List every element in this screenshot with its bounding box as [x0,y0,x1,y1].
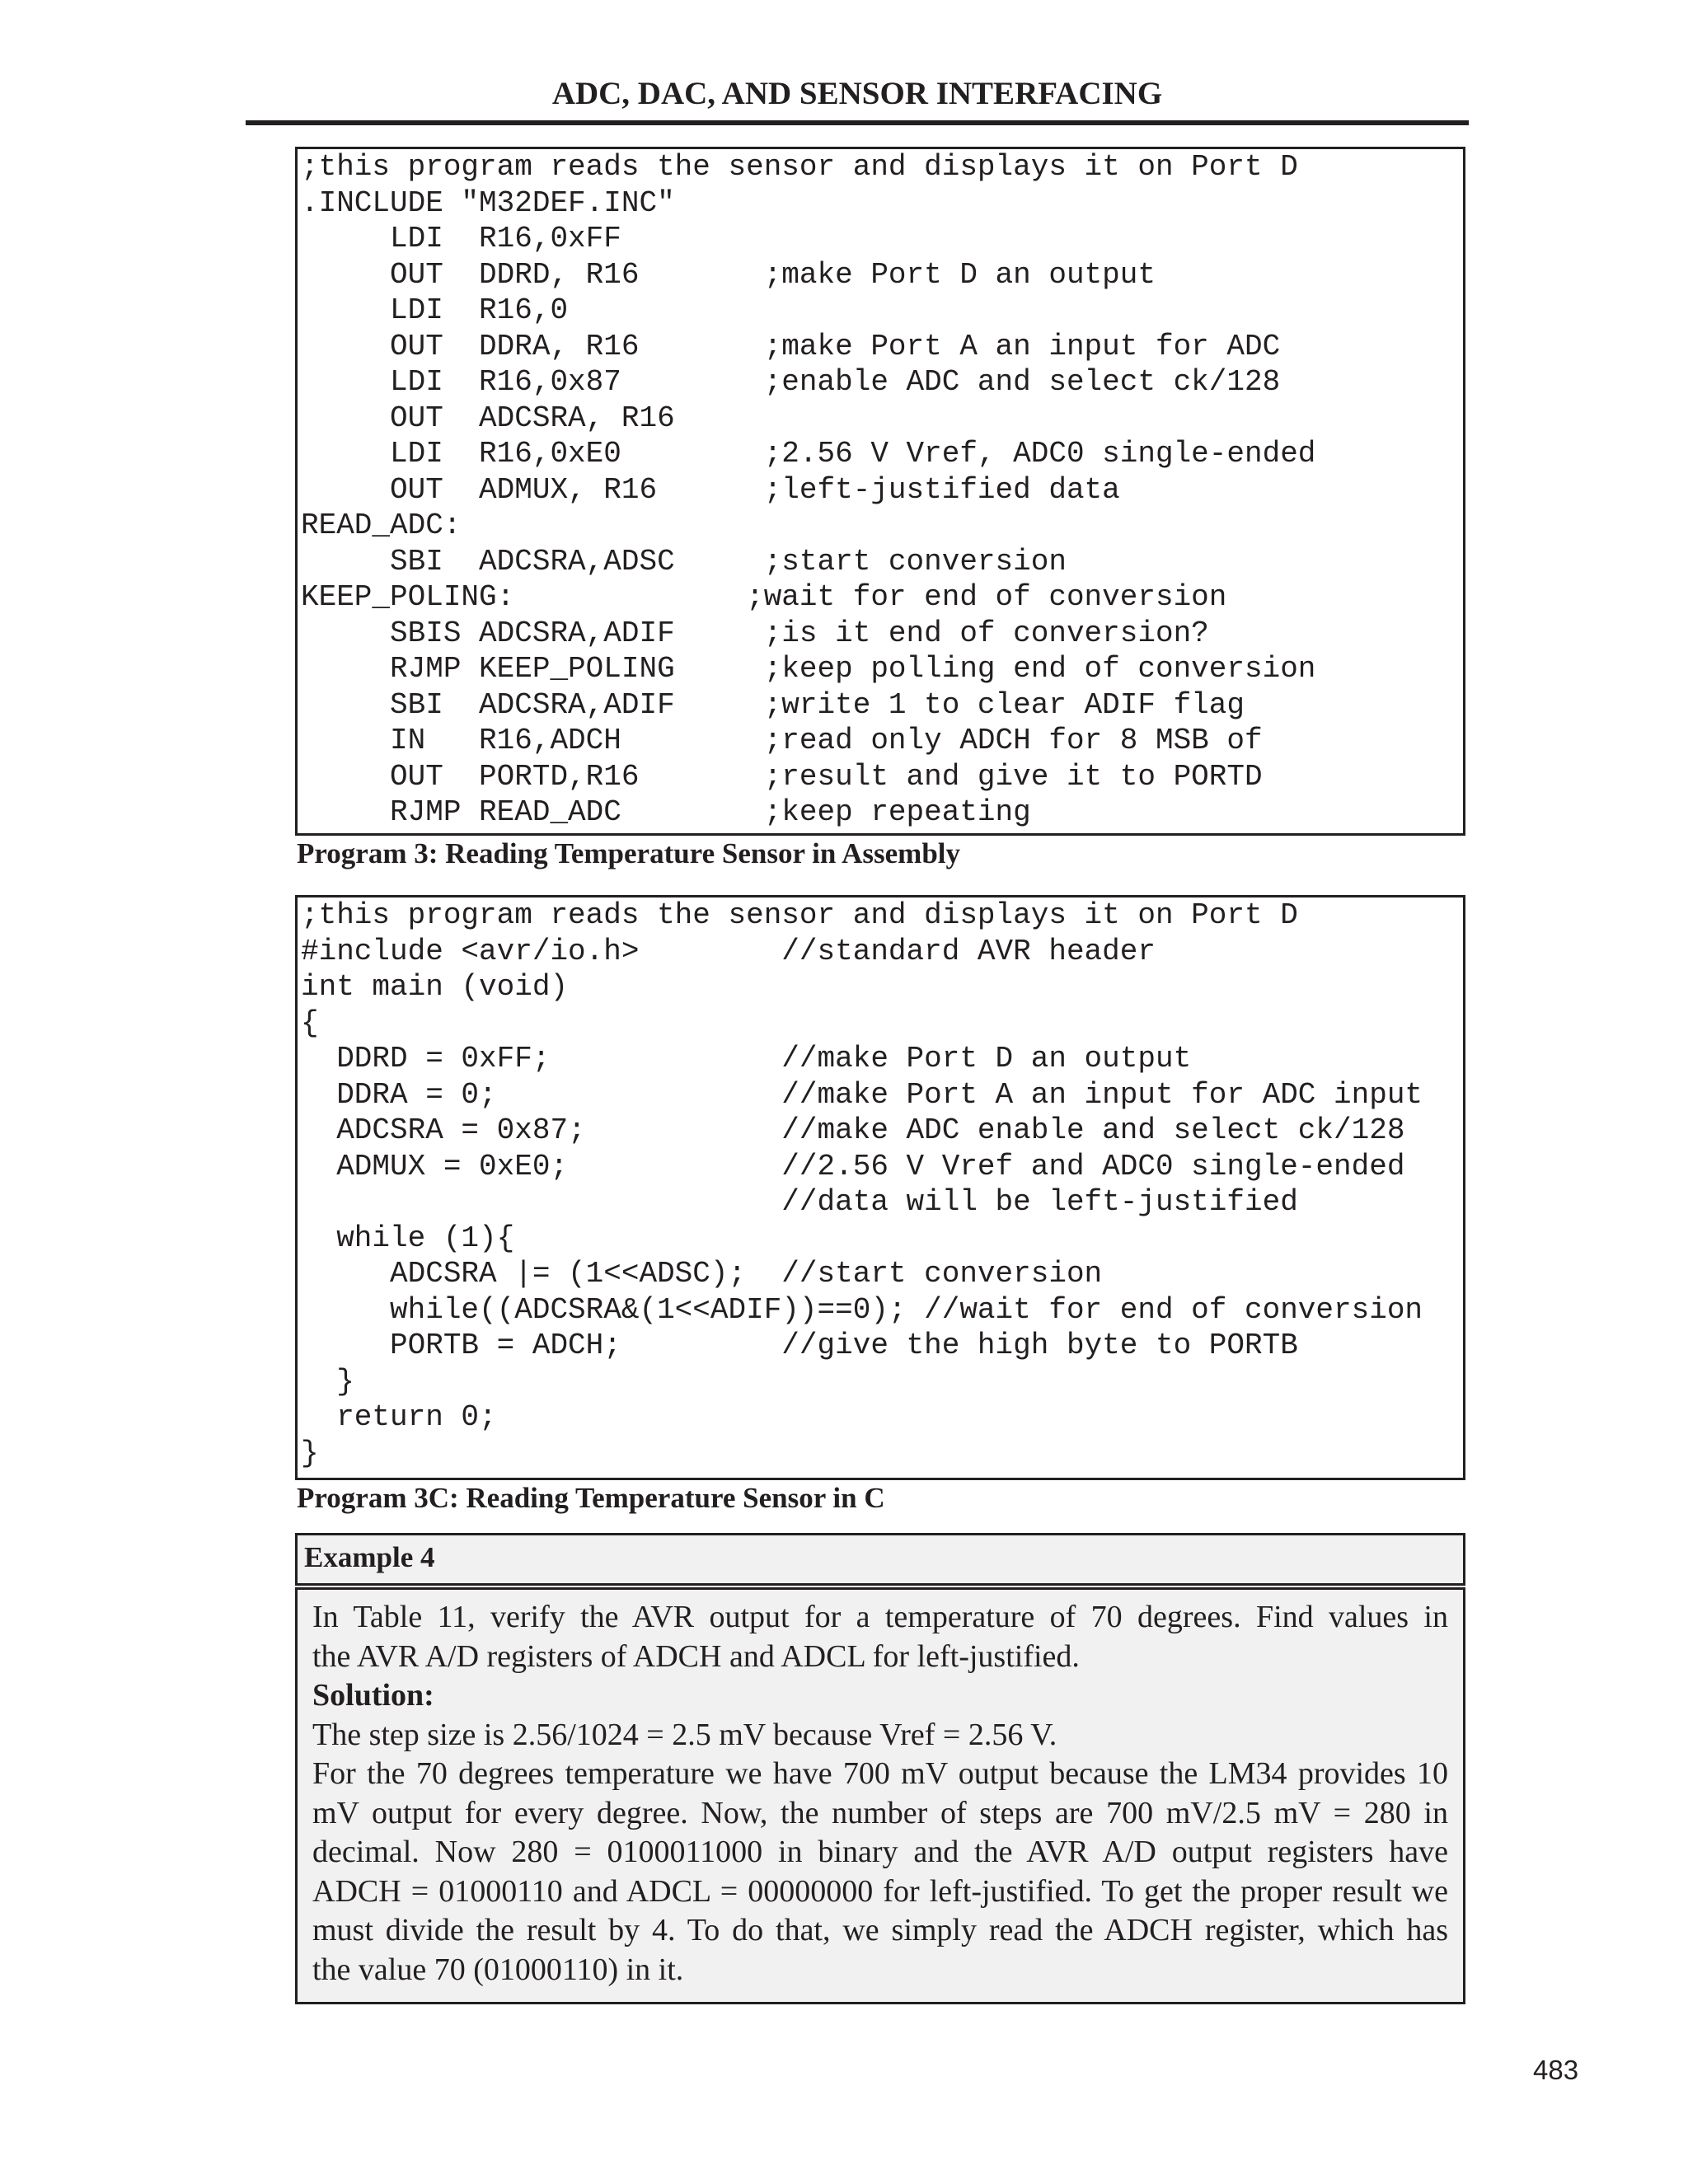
page-number: 483 [1533,2055,1579,2085]
code-line: ;this program reads the sensor and displays it on Port D [301,898,1298,932]
code-line: ;this program reads the sensor and displays it on Port D [301,150,1298,184]
code-line: { [301,1005,319,1040]
code-line: .INCLUDE "M32DEF.INC" [301,185,675,220]
code-line: IN R16,ADCH ;read only ADCH for 8 MSB of [301,724,1263,757]
code-line: SBI ADCSRA,ADIF ;write 1 to clear ADIF flag [301,687,1245,722]
solution-line: ADCH = 01000110 and ADCL = 00000000 for left-justified. To get the proper result we [312,1873,1448,1909]
solution-line: decimal. Now 280 = 0100011000 in binary and the AVR A/D output registers have [312,1835,1448,1869]
code-line: RJMP READ_ADC ;keep repeating [301,795,1031,829]
code-line: OUT DDRA, R16 ;make Port A an input for ADC [301,329,1281,363]
code-line: RJMP KEEP_POLING ;keep polling end of conversion [301,652,1316,686]
code-line: LDI R16,0xE0 ;2.56 V Vref, ADC0 single-ended [301,437,1316,471]
code-line: ADCSRA |= (1<<ADSC); //start conversion [301,1257,1103,1291]
solution-label: Solution: [312,1678,434,1713]
code-line: READ_ADC: [301,509,462,542]
code-line: //data will be left-justified [301,1185,1298,1219]
code-line: KEEP_POLING: ;wait for end of conversion [301,580,1227,614]
example-body [295,1587,1465,2004]
code-line: SBIS ADCSRA,ADIF ;is it end of conversion? [301,616,1209,650]
code-line: SBI ADCSRA,ADSC ;start conversion [301,544,1067,579]
code-line: ADMUX = 0xE0; //2.56 V Vref and ADC0 single-ended [301,1149,1405,1183]
code-line: DDRD = 0xFF; //make Port D an output [301,1042,1192,1076]
code-line: #include <avr/io.h> //standard AVR header [301,934,1156,968]
code-line: OUT ADCSRA, R16 [301,401,675,435]
solution-line: mV output for every degree. Now, the number of steps are 700 mV/2.5 mV = 280 in [312,1795,1448,1830]
code-line: DDRA = 0; //make Port A an input for ADC input [301,1077,1423,1112]
code-line: while (1){ [301,1221,515,1255]
code-line: LDI R16,0xFF [301,222,621,255]
code-line: int main (void) [301,970,569,1004]
code-line: return 0; [301,1400,497,1434]
header-rule [246,120,1469,125]
example-question-line: In Table 11, verify the AVR output for a temperature of 70 degrees. Find values in [312,1600,1448,1634]
solution-line: The step size is 2.56/1024 = 2.5 mV because Vref = 2.56 V. [312,1717,1057,1752]
code-line: OUT PORTD,R16 ;result and give it to PORTD [301,759,1263,794]
code-line: LDI R16,0 [301,293,569,327]
code-line: ADCSRA = 0x87; //make ADC enable and select ck/128 [301,1113,1405,1147]
code-line: LDI R16,0x87 ;enable ADC and select ck/128 [301,365,1281,399]
c-program-listing [295,895,1465,1480]
code-line: PORTB = ADCH; //give the high byte to PORTB [301,1329,1298,1362]
solution-line: the value 70 (01000110) in it. [312,1952,684,1987]
code-line: OUT ADMUX, R16 ;left-justified data [301,472,1120,507]
solution-line: For the 70 degrees temperature we have 700 mV output because the LM34 provides 10 [312,1756,1448,1791]
code-line: while((ADCSRA&(1<<ADIF))==0); //wait for end of conversion [301,1292,1423,1327]
code-line: OUT DDRD, R16 ;make Port D an output [301,257,1156,292]
example-question-line: the AVR A/D registers of ADCH and ADCL for left-justified. [312,1638,1080,1674]
example-title: Example 4 [295,1533,1465,1586]
assembly-program-listing [295,147,1465,836]
program-3c-caption: Program 3C: Reading Temperature Sensor in C [297,1482,885,1514]
code-line: } [301,1436,319,1470]
code-line: } [301,1364,354,1399]
running-header: ADC, DAC, AND SENSOR INTERFACING [551,76,1163,111]
solution-line: must divide the result by 4. To do that, we simply read the ADCH register, which has [312,1913,1448,1947]
program-3-caption: Program 3: Reading Temperature Sensor in Assembly [297,837,961,869]
